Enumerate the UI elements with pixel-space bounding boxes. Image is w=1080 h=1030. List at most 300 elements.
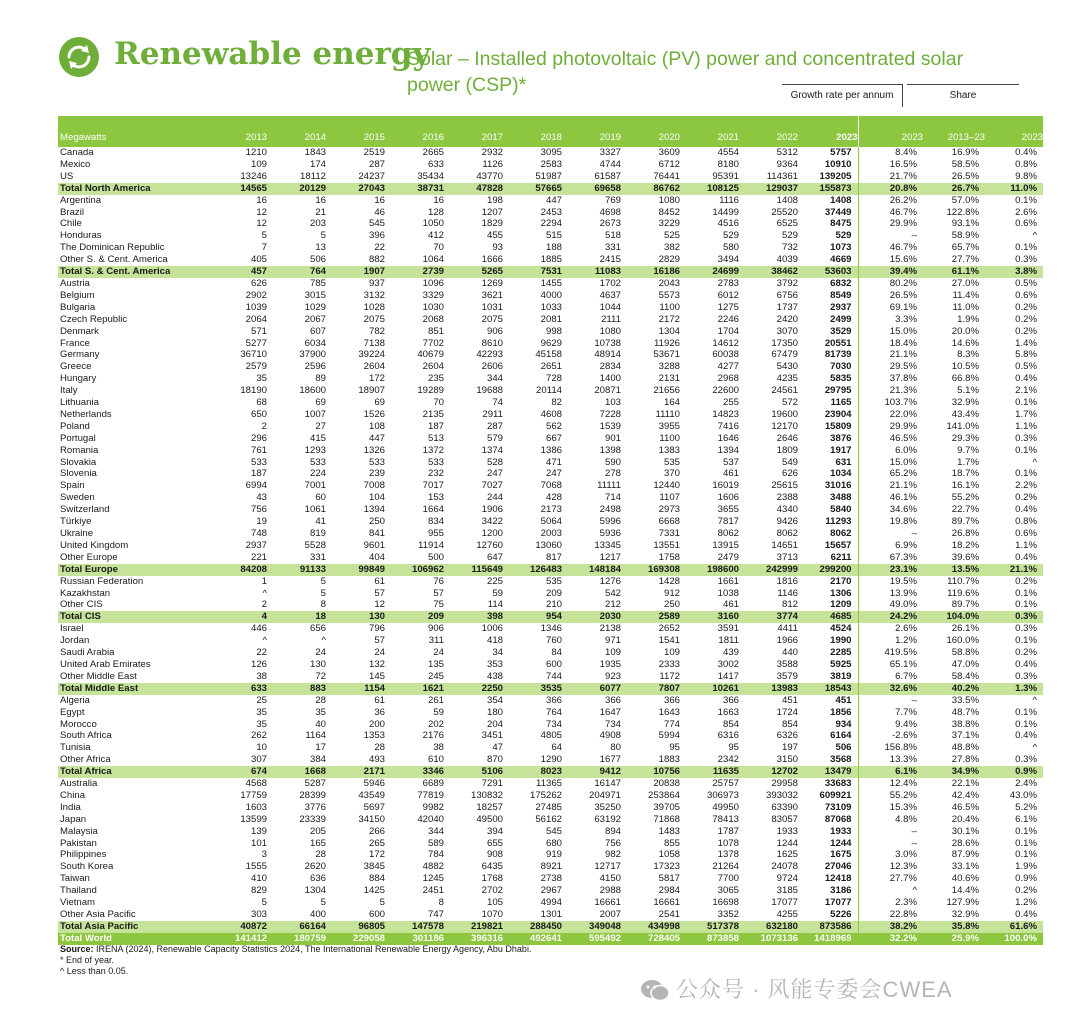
- table-cell: 22: [256, 647, 267, 659]
- table-cell: 296: [250, 432, 267, 444]
- table-cell: 1244: [776, 837, 798, 849]
- table-cell: 27043: [326, 183, 385, 195]
- table-cell: 3819: [830, 670, 852, 682]
- table-cell: 27: [315, 420, 326, 432]
- table-cell: 2415: [599, 254, 621, 266]
- table-cell: 954: [503, 611, 562, 623]
- table-cell: 405: [250, 254, 267, 266]
- table-cell: 764: [545, 706, 562, 718]
- table-cell: 769: [604, 194, 621, 206]
- table-cell: 610: [427, 754, 444, 766]
- table-cell: 2294: [540, 218, 562, 230]
- table-cell: 782: [368, 325, 385, 337]
- table-cell: 366: [545, 694, 562, 706]
- table-cell: 37.8%: [858, 373, 923, 385]
- table-cell: 0.3%: [1015, 623, 1037, 635]
- table-cell: 714: [604, 492, 621, 504]
- table-cell: 20871: [594, 385, 621, 397]
- table-cell: 39.6%: [951, 551, 979, 563]
- table-cell: 1353: [363, 730, 385, 742]
- table-cell: 239: [368, 468, 385, 480]
- table-cell: 471: [545, 456, 562, 468]
- table-cell: 20551: [824, 337, 852, 349]
- table-cell: 764: [267, 266, 326, 278]
- table-row: [58, 778, 1043, 790]
- table-cell: 2620: [304, 861, 326, 873]
- table-header-row: [58, 116, 1043, 147]
- table-cell: 2596: [304, 361, 326, 373]
- table-cell: 80.2%: [858, 278, 923, 290]
- table-cell: 1408: [830, 194, 852, 206]
- table-cell: 5946: [363, 778, 385, 790]
- row-label: Ukraine: [60, 528, 94, 539]
- table-cell: 108125: [680, 183, 739, 195]
- table-cell: 12440: [653, 480, 680, 492]
- table-cell: 882: [368, 254, 385, 266]
- table-cell: 18190: [240, 385, 267, 397]
- table-cell: 9412: [562, 766, 621, 778]
- table-cell: 1073136: [739, 933, 798, 945]
- table-cell: 21264: [712, 861, 739, 873]
- table-cell: 1526: [363, 408, 385, 420]
- table-cell: 13060: [535, 539, 562, 551]
- table-cell: 0.9%: [985, 766, 1043, 778]
- table-row: [58, 218, 1043, 230]
- table-cell: 7807: [621, 683, 680, 695]
- table-cell: 2579: [245, 361, 267, 373]
- table-cell: 128: [427, 206, 444, 218]
- table-cell: 61587: [594, 170, 621, 182]
- table-cell: 24: [433, 647, 444, 659]
- table-cell: 72: [315, 670, 326, 682]
- row-label: Lithuania: [60, 397, 99, 409]
- table-cell: –: [858, 230, 923, 242]
- table-cell: 153: [427, 492, 444, 504]
- table-cell: 81739: [824, 349, 852, 361]
- table-cell: 5226: [830, 909, 852, 920]
- table-cell: 210: [545, 599, 562, 611]
- table-cell: 13479: [798, 766, 858, 778]
- row-label: France: [60, 337, 90, 349]
- table-cell: 11293: [825, 516, 852, 528]
- table-cell: 57.0%: [951, 194, 979, 206]
- table-cell: 28399: [299, 789, 326, 801]
- table-cell: 27485: [535, 801, 562, 813]
- table-cell: 0.4%: [1015, 551, 1037, 563]
- table-cell: 3186: [830, 885, 852, 897]
- table-cell: 36710: [240, 349, 267, 361]
- table-cell: 446: [250, 623, 267, 635]
- table-cell: 4554: [717, 147, 739, 158]
- table-cell: 37449: [824, 206, 852, 218]
- table-cell: 398: [444, 611, 503, 623]
- table-cell: 8062: [776, 528, 798, 539]
- table-cell: 1966: [776, 635, 798, 647]
- table-cell: 2075: [363, 313, 385, 325]
- table-cell: 78413: [712, 813, 739, 825]
- table-cell: 3065: [717, 885, 739, 897]
- table-cell: 2604: [363, 361, 385, 373]
- table-cell: 27.8%: [951, 754, 979, 766]
- table-cell: 103: [604, 397, 621, 409]
- table-cell: 2937: [830, 301, 852, 313]
- table-cell: 1661: [717, 575, 739, 587]
- table-cell: 12.3%: [858, 861, 923, 873]
- table-cell: 49.0%: [858, 599, 923, 611]
- table-cell: 3845: [363, 861, 385, 873]
- table-cell: 4340: [776, 504, 798, 516]
- table-cell: 3713: [776, 551, 798, 563]
- table-cell: 63390: [771, 801, 798, 813]
- table-cell: 6.7%: [858, 671, 923, 683]
- table-cell: 301186: [385, 933, 444, 945]
- table-cell: 1210: [245, 147, 267, 158]
- table-cell: 89.7%: [951, 516, 979, 528]
- table-cell: 6077: [562, 683, 621, 695]
- table-cell: 3.8%: [985, 266, 1043, 278]
- table-cell: 513: [427, 432, 444, 444]
- table-cell: 1378: [717, 849, 739, 861]
- table-cell: 38462: [739, 266, 798, 278]
- column-header: 2014: [267, 116, 326, 147]
- column-header: 2015: [326, 116, 385, 147]
- table-cell: 455: [486, 230, 503, 242]
- table-cell: 95391: [712, 170, 739, 182]
- table-cell: 21.3%: [858, 385, 923, 397]
- table-row: [58, 349, 1043, 361]
- table-cell: 69.1%: [858, 302, 923, 314]
- table-cell: 1664: [422, 504, 444, 516]
- table-cell: 40.2%: [923, 683, 985, 695]
- table-cell: 2007: [599, 909, 621, 920]
- table-cell: 5817: [658, 873, 680, 885]
- table-cell: 11635: [680, 766, 739, 778]
- table-cell: 3095: [540, 147, 562, 158]
- table-cell: 99849: [326, 564, 385, 576]
- table-cell: 1417: [717, 670, 739, 682]
- table-cell: 2: [261, 420, 267, 432]
- table-cell: 16: [433, 194, 444, 206]
- table-cell: 2651: [540, 361, 562, 373]
- table-cell: 51987: [535, 170, 562, 182]
- table-cell: 2030: [562, 611, 621, 623]
- table-cell: 518: [604, 230, 621, 242]
- table-cell: 61: [374, 575, 385, 587]
- table-cell: 59: [433, 706, 444, 718]
- growth-rate-group-label: Growth rate per annum: [782, 84, 903, 107]
- table-cell: 147578: [385, 921, 444, 933]
- table-cell: 3329: [422, 289, 444, 301]
- table-row: [58, 207, 1043, 219]
- table-cell: 0.2%: [1015, 313, 1037, 325]
- table-cell: 200: [368, 718, 385, 730]
- table-cell: 400: [309, 909, 326, 920]
- table-cell: 12418: [824, 873, 852, 885]
- table-cell: 46.5%: [951, 801, 979, 813]
- renewable-cycle-icon: [58, 36, 100, 78]
- table-cell: 955: [427, 528, 444, 539]
- table-cell: 47: [492, 742, 503, 754]
- table-row: [58, 814, 1043, 826]
- table-cell: 35.8%: [923, 921, 985, 933]
- table-cell: 89: [315, 373, 326, 385]
- table-cell: 235: [427, 373, 444, 385]
- table-cell: 24.2%: [858, 611, 923, 623]
- table-cell: 1787: [717, 825, 739, 837]
- table-cell: 1100: [659, 301, 680, 313]
- table-cell: 109: [604, 647, 621, 659]
- table-cell: 2.3%: [858, 897, 923, 909]
- table-cell: 7416: [717, 420, 739, 432]
- table-cell: 66164: [267, 921, 326, 933]
- table-cell: 266: [368, 825, 385, 837]
- table-cell: 2911: [482, 408, 503, 420]
- table-cell: 908: [486, 849, 503, 861]
- table-cell: 17077: [771, 897, 798, 909]
- table-cell: 38.2%: [858, 921, 923, 933]
- table-cell: 67.3%: [858, 552, 923, 564]
- table-cell: 25520: [771, 206, 798, 218]
- table-cell: 647: [486, 551, 503, 563]
- table-cell: 15.0%: [858, 457, 923, 469]
- table-cell: 912: [663, 587, 680, 599]
- table-cell: 205: [309, 825, 326, 837]
- table-cell: 65.7%: [951, 242, 979, 254]
- table-cell: 93: [492, 242, 503, 254]
- table-cell: 39224: [358, 349, 385, 361]
- table-cell: 331: [309, 551, 326, 563]
- table-cell: 1030: [422, 301, 444, 313]
- table-cell: 1643: [658, 706, 680, 718]
- table-cell: 3352: [717, 909, 739, 920]
- table-cell: 5573: [658, 289, 680, 301]
- table-cell: 63192: [594, 813, 621, 825]
- table-cell: 7817: [717, 516, 739, 528]
- table-cell: 33.5%: [951, 694, 979, 706]
- table-cell: 1621: [385, 683, 444, 695]
- table-cell: 3955: [658, 420, 680, 432]
- table-cell: 1209: [830, 599, 852, 611]
- table-cell: 2673: [599, 218, 621, 230]
- table-cell: 46: [374, 206, 385, 218]
- table-cell: 3792: [776, 277, 798, 289]
- table-cell: 0.1%: [1015, 242, 1037, 254]
- table-cell: 461: [722, 599, 739, 611]
- table-cell: 60038: [712, 349, 739, 361]
- table-cell: 3774: [739, 611, 798, 623]
- table-cell: 9601: [363, 539, 385, 551]
- table-cell: ^: [262, 587, 267, 599]
- table-cell: 14499: [712, 206, 739, 218]
- row-label: Total S. & Cent. America: [58, 266, 208, 278]
- table-cell: 0.5%: [1015, 361, 1037, 373]
- table-cell: 533: [427, 456, 444, 468]
- table-cell: 419.5%: [858, 647, 923, 659]
- table-cell: 12: [374, 599, 385, 611]
- table-cell: 609921: [819, 789, 852, 801]
- table-cell: 2043: [658, 277, 680, 289]
- table-cell: 2.4%: [1015, 778, 1037, 790]
- table-cell: ^: [262, 635, 267, 647]
- table-cell: 1245: [422, 873, 444, 885]
- table-cell: 7068: [540, 480, 562, 492]
- row-label: Canada: [60, 147, 94, 158]
- table-cell: 2665: [422, 147, 444, 158]
- table-cell: 2739: [385, 266, 444, 278]
- column-header: 2018: [503, 116, 562, 147]
- table-cell: 232: [427, 468, 444, 480]
- table-cell: 18600: [299, 385, 326, 397]
- table-cell: 22.7%: [951, 504, 979, 516]
- table-cell: 27.7%: [951, 254, 979, 266]
- table-cell: 32.9%: [951, 397, 979, 409]
- table-cell: 1.4%: [1015, 337, 1037, 349]
- table-cell: 12760: [476, 539, 503, 551]
- table-cell: 16.5%: [858, 159, 923, 171]
- row-label: India: [60, 801, 81, 813]
- table-cell: 9364: [776, 158, 798, 170]
- table-cell: 1306: [830, 587, 852, 599]
- table-cell: 528: [486, 456, 503, 468]
- table-cell: 6525: [776, 218, 798, 230]
- table-cell: 139: [250, 825, 267, 837]
- table-cell: 1917: [830, 444, 852, 456]
- table-cell: 1.7%: [957, 456, 979, 468]
- table-cell: 7702: [422, 337, 444, 349]
- row-label: Egypt: [60, 706, 85, 718]
- table-cell: 18.4%: [858, 338, 923, 350]
- row-label: Algeria: [60, 694, 90, 706]
- table-cell: 0.2%: [1015, 647, 1037, 659]
- table-row: [58, 873, 1043, 885]
- table-cell: 384: [309, 754, 326, 766]
- table-cell: 28: [374, 742, 385, 754]
- table-row: [58, 647, 1043, 659]
- table-cell: 106962: [385, 564, 444, 576]
- table-cell: 734: [604, 718, 621, 730]
- table-cell: 1541: [658, 635, 680, 647]
- table-cell: 760: [545, 635, 562, 647]
- table-cell: 114361: [766, 170, 798, 182]
- table-cell: 24561: [771, 385, 798, 397]
- table-cell: 38: [433, 742, 444, 754]
- table-cell: 82: [551, 397, 562, 409]
- table-cell: 5840: [830, 504, 852, 516]
- table-cell: 812: [781, 599, 798, 611]
- table-cell: 1073: [830, 242, 852, 254]
- table-cell: 7: [261, 242, 267, 254]
- table-cell: 7138: [363, 337, 385, 349]
- table-cell: 535: [663, 456, 680, 468]
- table-row: [58, 290, 1043, 302]
- table-cell: 10261: [680, 683, 739, 695]
- table-cell: 8023: [503, 766, 562, 778]
- table-cell: 1675: [830, 849, 852, 861]
- table-cell: 187: [250, 468, 267, 480]
- table-cell: 5: [320, 230, 326, 242]
- table-total-row: [58, 183, 1043, 195]
- table-cell: 53671: [653, 349, 680, 361]
- table-row: [58, 849, 1043, 861]
- table-cell: 1374: [481, 444, 503, 456]
- table-row: [58, 588, 1043, 600]
- table-cell: 164: [663, 397, 680, 409]
- table-cell: 38731: [385, 183, 444, 195]
- table-cell: 2250: [444, 683, 503, 695]
- table-cell: 8062: [830, 528, 852, 539]
- table-cell: 4150: [599, 873, 621, 885]
- row-label: Total CIS: [58, 611, 208, 623]
- table-cell: 819: [309, 528, 326, 539]
- table-cell: 5925: [830, 658, 852, 670]
- table-cell: 160.0%: [946, 635, 979, 647]
- solar-capacity-table: [58, 116, 1043, 945]
- table-cell: 2499: [830, 313, 852, 325]
- table-cell: 27046: [824, 861, 852, 873]
- table-cell: 17759: [240, 789, 267, 801]
- table-cell: 27.7%: [858, 873, 923, 885]
- table-cell: 188: [545, 242, 562, 254]
- row-label: Honduras: [60, 230, 102, 242]
- table-cell: 4882: [422, 861, 444, 873]
- table-cell: 3346: [385, 766, 444, 778]
- table-cell: 600: [368, 909, 385, 920]
- table-row: [58, 409, 1043, 421]
- table-cell: 8: [438, 897, 444, 909]
- table-cell: 21.1%: [985, 564, 1043, 576]
- table-cell: 0.1%: [1015, 194, 1037, 206]
- table-cell: 2541: [658, 909, 680, 920]
- table-cell: 382: [663, 242, 680, 254]
- table-cell: 6012: [717, 289, 739, 301]
- table-cell: 204: [486, 718, 503, 730]
- row-label: Poland: [60, 420, 90, 432]
- table-cell: 3150: [776, 754, 798, 766]
- table-cell: 447: [368, 432, 385, 444]
- table-cell: 1663: [717, 706, 739, 718]
- table-cell: 0.2%: [1015, 885, 1037, 897]
- table-cell: 27.0%: [951, 277, 979, 289]
- table-cell: 8921: [540, 861, 562, 873]
- table-cell: 0.4%: [1015, 730, 1037, 742]
- table-cell: 1990: [830, 635, 852, 647]
- table-cell: 109: [250, 158, 267, 170]
- row-label: Greece: [60, 361, 92, 373]
- table-cell: 1164: [305, 730, 326, 742]
- table-cell: 6712: [658, 158, 680, 170]
- table-cell: 1603: [245, 801, 267, 813]
- table-cell: 1276: [599, 575, 621, 587]
- table-cell: 115649: [444, 564, 503, 576]
- table-row: [58, 230, 1043, 242]
- share-group-label: Share: [907, 84, 1019, 107]
- row-label: Total Africa: [58, 766, 208, 778]
- table-cell: 306973: [706, 789, 739, 801]
- table-cell: 7027: [481, 480, 503, 492]
- table-cell: 31016: [824, 480, 852, 492]
- table-cell: ^: [1032, 694, 1037, 706]
- table-cell: 16.9%: [951, 147, 979, 158]
- table-cell: 311: [428, 635, 444, 647]
- table-cell: 2451: [422, 885, 444, 897]
- table-cell: 19.8%: [858, 516, 923, 528]
- table-cell: 5757: [830, 147, 852, 158]
- table-cell: 17: [315, 742, 326, 754]
- table-cell: 0.1%: [1015, 397, 1037, 409]
- table-cell: 48914: [594, 349, 621, 361]
- table-cell: 2902: [245, 289, 267, 301]
- row-label: Kazakhstan: [60, 587, 111, 599]
